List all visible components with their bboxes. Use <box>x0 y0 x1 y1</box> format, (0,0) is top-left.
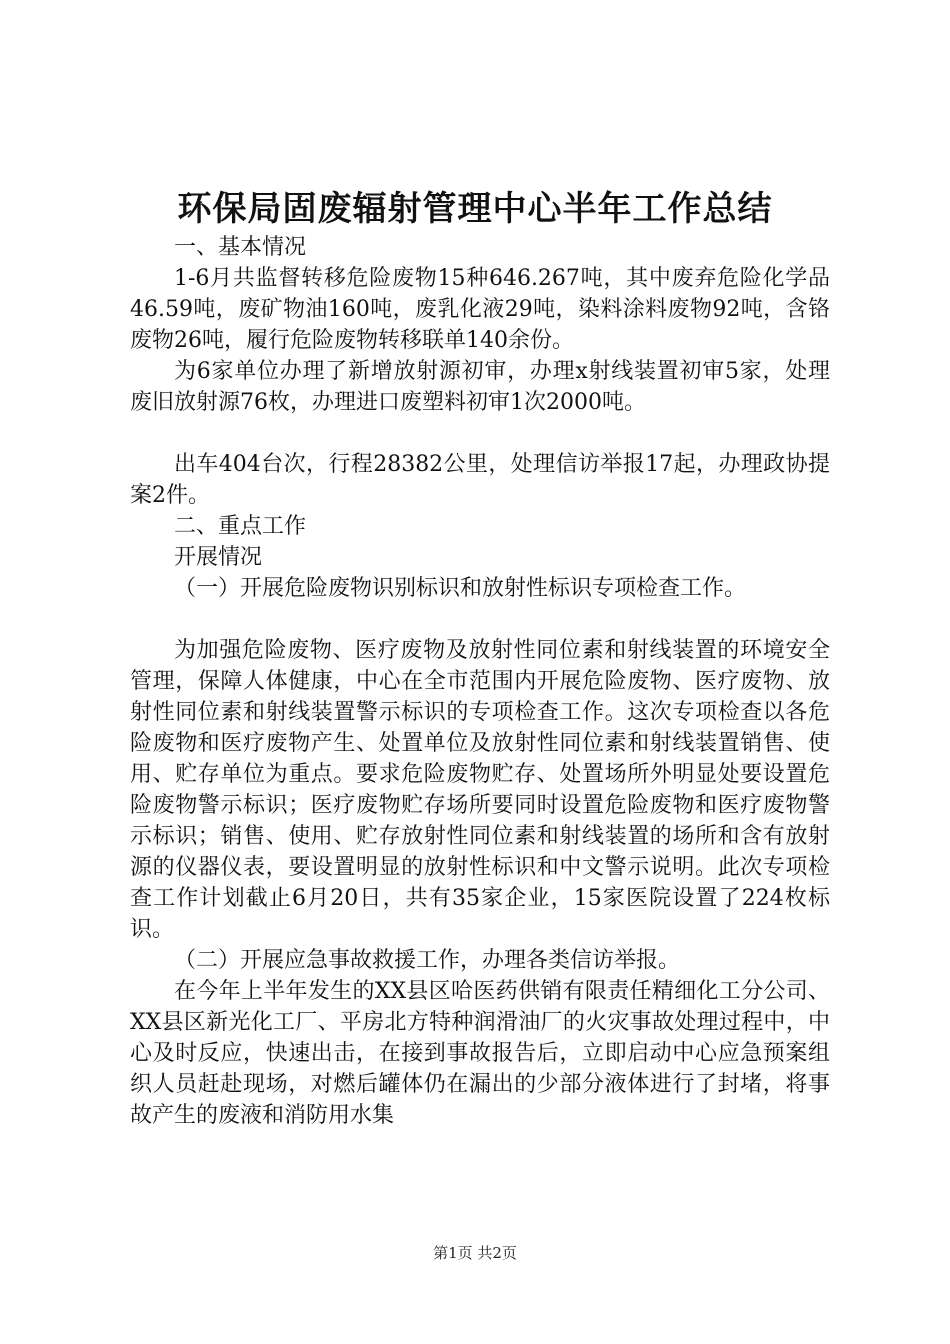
paragraph-vehicle-stats: 出车404台次，行程28382公里，处理信访举报17起，办理政协提案2件。 <box>130 452 830 508</box>
paragraph-inspection: 为加强危险废物、医疗废物及放射性同位素和射线装置的环境安全管理，保障人体健康，中心在全市范围内开展危险废物、医疗废物、放射性同位素和射线装置警示标识的专项检查工作。这次专项检查以各危险废物和医疗废物产生、处置单位及放射性同位素和射线装置销售、使用、贮存单位为重点。要求危险废物贮存、处置场所外明显处要设置危险废物警示标识；医疗废物贮存场所要同时设置危险废物和医疗废物警示标识；销售、使用、贮存放射性同位素和射线装置的场所和含有放射源的仪器仪表，要设置明显的放射性标识和中文警示说明。此次专项检查工作计划截止6月20日，共有35家企业，15家医院设置了224枚标识。 <box>130 638 830 942</box>
subheading-progress: 开展情况 <box>174 545 263 570</box>
section-heading-key-work: 二、重点工作 <box>174 514 307 539</box>
paragraph-waste-transfer: 1-6月共监督转移危险废物15种646.267吨，其中废弃危险化学品46.59吨，废矿物油160吨，废乳化液29吨，染料涂料废物92吨，含铬废物26吨，履行危险废物转移联单140余份。 <box>130 266 830 353</box>
document-body <box>130 232 830 1131</box>
subheading-item-one: （一）开展危险废物识别标识和放射性标识专项检查工作。 <box>174 576 747 601</box>
paragraph-emergency: 在今年上半年发生的XX县区哈医药供销有限责任精细化工分公司、XX县区新光化工厂、平房北方特种润滑油厂的火灾事故处理过程中，中心及时反应，快速出击，在接到事故报告后，立即启动中心应急预案组织人员赶赴现场，对燃后罐体仍在漏出的少部分液体进行了封堵，将事故产生的废液和消防用水集 <box>130 979 830 1128</box>
paragraph-radiation-review: 为6家单位办理了新增放射源初审，办理x射线装置初审5家，处理废旧放射源76枚，办理进口废塑料初审1次2000吨。 <box>130 359 830 415</box>
section-heading-basic: 一、基本情况 <box>174 235 307 260</box>
document-title: 环保局固废辐射管理中心半年工作总结 <box>177 189 773 229</box>
page-footer: 第1页 共2页 <box>433 1244 517 1262</box>
subheading-item-two: （二）开展应急事故救援工作，办理各类信访举报。 <box>174 948 681 973</box>
